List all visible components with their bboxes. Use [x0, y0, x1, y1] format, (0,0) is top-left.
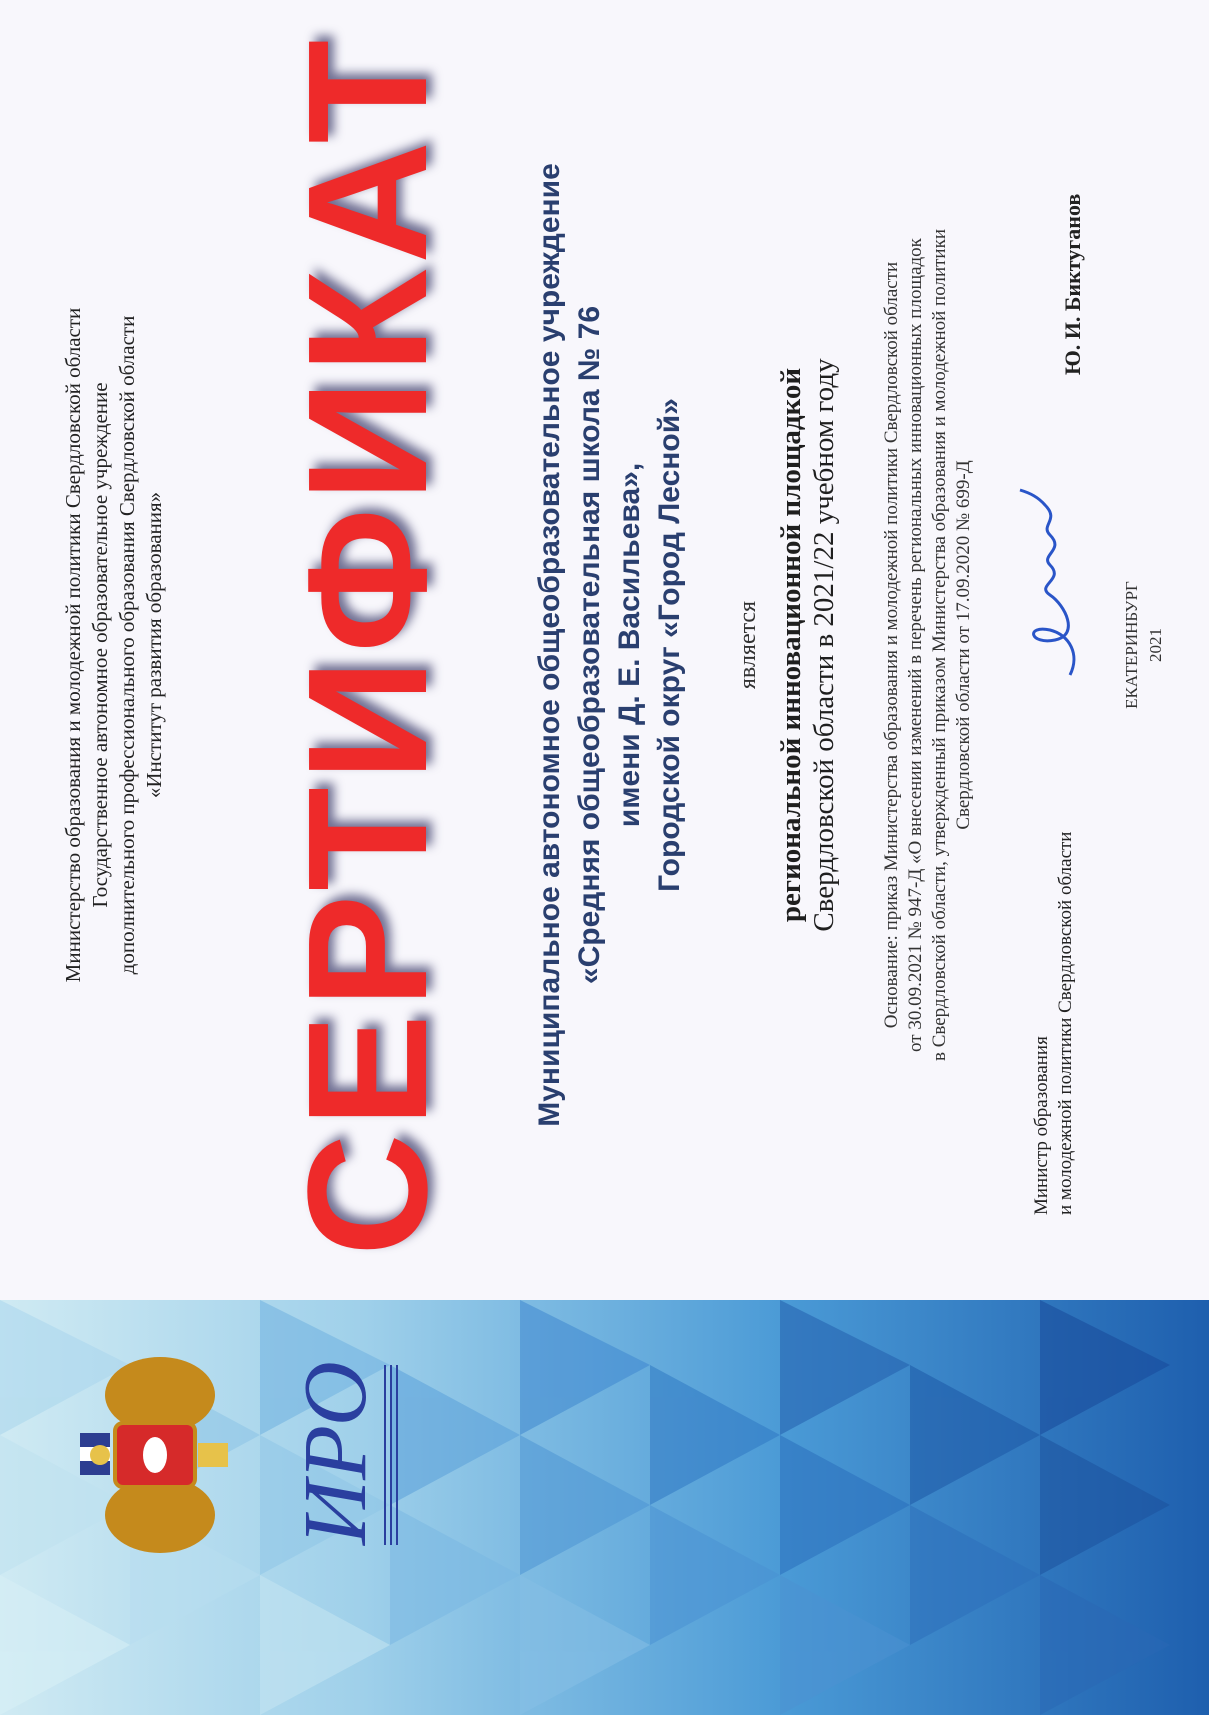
issuer-line-3: дополнительного профессионального образования Свердловской области	[115, 315, 139, 975]
footer-block	[1120, 15, 1168, 1275]
recipient-block	[530, 15, 690, 1275]
recipient-line-4: Городской округ «Город Лесной»	[653, 398, 686, 892]
svg-text:ИРО: ИРО	[286, 1361, 385, 1545]
basis-line-4: Свердловской области от 17.09.2020 № 699-Д	[953, 460, 974, 830]
issuer-line-4: «Институт развития образования»	[142, 491, 166, 799]
emblem-coat-of-arms	[70, 1355, 240, 1555]
recipient-line-3: имени Д. Е. Васильева»,	[613, 462, 646, 828]
status-regular: Свердловской области в 2021/22 учебном году	[808, 358, 840, 932]
issuer-line-1: Министерство образования и молодежной политики Свердловской области	[61, 307, 85, 983]
decorative-banner	[0, 1300, 1209, 1715]
basis-line-2: от 30.09.2021 № 947-Д «О внесении изменений в перечень региональных инновационных площадок	[905, 238, 926, 1052]
city: ЕКАТЕРИНБУРГ	[1122, 581, 1141, 709]
issuer-line-2: Государственное автономное образовательное учреждение	[88, 382, 112, 908]
certificate-body	[0, 15, 1209, 1275]
is-label: является	[735, 600, 761, 690]
basis-line-3: в Свердловской области, утвержденный приказом Министерства образования и молодежной политики	[929, 229, 950, 1061]
iro-logo	[270, 1355, 410, 1555]
certificate-title: СЕРТИФИКАТ	[273, 33, 463, 1257]
handwritten-signature	[1010, 485, 1090, 685]
recipient-line-2: «Средняя общеобразовательная школа № 76	[573, 305, 606, 985]
basis-block	[880, 15, 976, 1275]
status-block	[775, 15, 841, 1275]
role-line-1: Министр образования	[1031, 1036, 1052, 1215]
year: 2021	[1146, 628, 1165, 662]
signatory-name: Ю. И. Биктуганов	[1060, 193, 1085, 375]
role-line-2: и молодежной политики Свердловской области	[1055, 831, 1076, 1215]
issuer-block	[60, 15, 168, 1275]
status-bold: региональной инновационной площадкой	[775, 367, 807, 923]
signatory-role	[1030, 832, 1078, 1215]
basis-line-1: Основание: приказ Министерства образования и молодежной политики Свердловской области	[881, 261, 902, 1029]
recipient-line-1: Муниципальное автономное общеобразовательное учреждение	[533, 163, 566, 1127]
